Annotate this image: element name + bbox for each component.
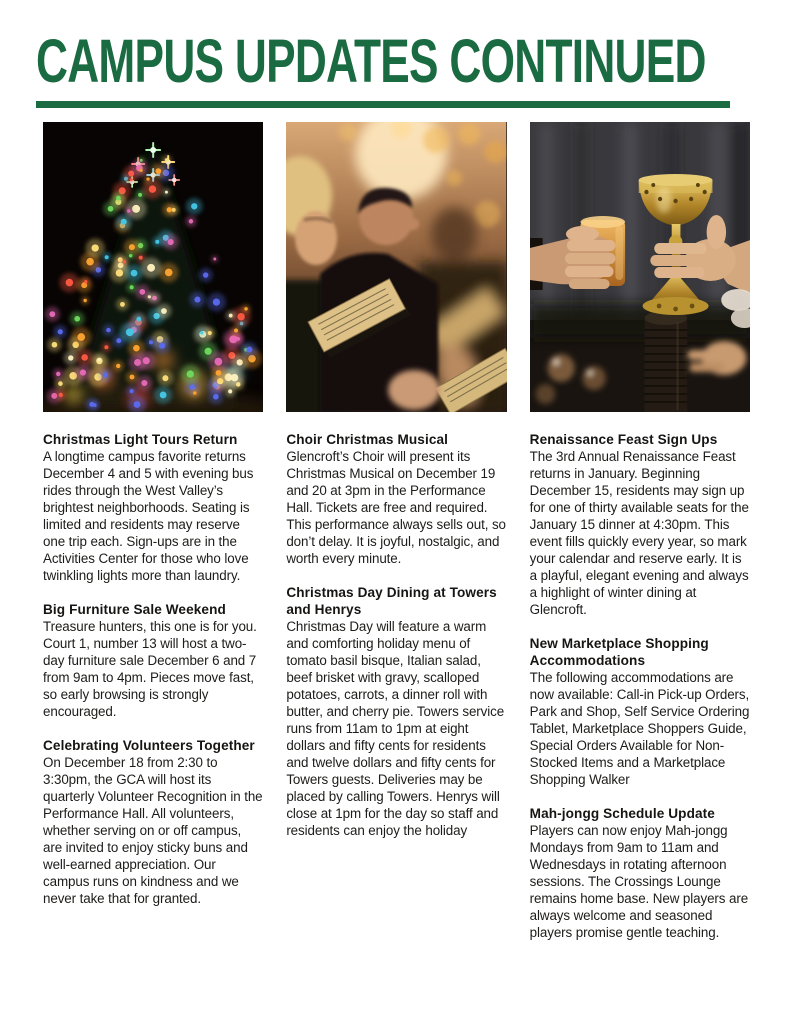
choir-photo (286, 122, 506, 412)
article-celebrating-volunteers (43, 737, 263, 907)
article-body: The 3rd Annual Renaissance Feast returns in January. Beginning December 15, residents may sign up for one of thirty available seats for the January 15 dinner at 4:30pm. This event fills quickly every year, so mark your calendar and reserve early. It is a playful, elegant evening and always a highlight of winter dining at Glencroft. (529, 449, 749, 618)
choir-illustration (286, 122, 506, 412)
article-heading: Big Furniture Sale Weekend (43, 602, 226, 618)
hand (388, 370, 440, 410)
column-right (530, 122, 750, 941)
bottle (644, 311, 687, 412)
article-christmas-dining (286, 584, 506, 839)
goblet-toast-illustration (530, 122, 750, 412)
article-heading: Choir Christmas Musical (286, 432, 449, 448)
article-heading: Renaissance Feast Sign Ups (529, 432, 718, 448)
article-body: Christmas Day will feature a warm and comforting holiday menu of tomato basil bisque, Italian salad, beef brisket with gravy, scalloped potatoes, carrots, a dinner roll with butter, and cherry pie. Towers service runs from 11am to 1pm at eight dollars and fifty cents for residents and twelve dollars and fifty cents for Towers guests. Deliveries may be placed by calling Towers. Henrys will close at 1pm for the day so staff and residents can enjoy the holiday (286, 619, 505, 839)
article-columns (43, 122, 750, 941)
article-renaissance-feast (530, 431, 750, 618)
article-mahjongg-schedule (530, 805, 750, 941)
article-heading: Celebrating Volunteers Together (43, 738, 255, 754)
article-choir-musical (286, 431, 506, 567)
title-divider-rule (36, 101, 730, 108)
christmas-tree-illustration (43, 122, 263, 412)
column-middle-articles (286, 431, 506, 839)
column-left-articles (43, 431, 263, 907)
article-marketplace-accommodations (530, 635, 750, 788)
article-body: Treasure hunters, this one is for you. Court 1, number 13 will host a two-day furniture sale December 6 and 7 from 9am to 4pm. Pieces move fast, so early browsing is strongly encouraged. (43, 619, 257, 720)
christmas-tree-photo (43, 122, 263, 412)
article-furniture-sale (43, 601, 263, 720)
article-body: The following accommodations are now available: Call-in Pick-up Orders, Park and Shop, Self Service Ordering Tablet, Marketplace Shoppers Guide, Special Orders Available for Non-Stocked Items and a Marketplace Shopping Walker (529, 670, 750, 788)
column-left (43, 122, 263, 941)
article-christmas-light-tours (43, 431, 263, 584)
column-middle (286, 122, 506, 941)
article-body: On December 18 from 2:30 to 3:30pm, the GCA will host its quarterly Volunteer Recognition in the Performance Hall. All volunteers, whether serving on or off campus, are invited to enjoy sticky buns and well-earned appreciation. Our campus runs on kindness and we never take that for granted. (43, 755, 263, 907)
goblet-toast-photo (530, 122, 750, 412)
article-heading: Christmas Day Dining at Towers and Henrys (286, 585, 497, 618)
column-right-articles (530, 431, 750, 941)
article-body: A longtime campus favorite returns December 4 and 5 with evening bus rides through the West Valley’s brightest neighborhoods. Seating is limited and residents may reserve one trip each. Sign-ups are in the Activities Center for those who love twinkling lights more than laundry. (43, 449, 254, 584)
article-body: Glencroft’s Choir will present its Christmas Musical on December 19 and 20 at 3pm in the Performance Hall. Tickets are free and required. This performance always sells out, so don’t delay. It is joyful, nostalgic, and worth every minute. (286, 449, 506, 567)
page-header (0, 0, 791, 108)
article-body: Players can now enjoy Mah-jongg Mondays from 9am to 11am and Wednesdays in rotating afternoon sessions. The Crossings Lounge remains home base. New players are always welcome and seasoned players promise gentle teaching. (529, 823, 749, 941)
article-heading: Christmas Light Tours Return (43, 432, 238, 448)
page-title: CAMPUS UPDATES CONTINUED (36, 27, 706, 95)
article-heading: New Marketplace Shopping Accommodations (529, 636, 709, 669)
article-heading: Mah-jongg Schedule Update (529, 806, 715, 822)
